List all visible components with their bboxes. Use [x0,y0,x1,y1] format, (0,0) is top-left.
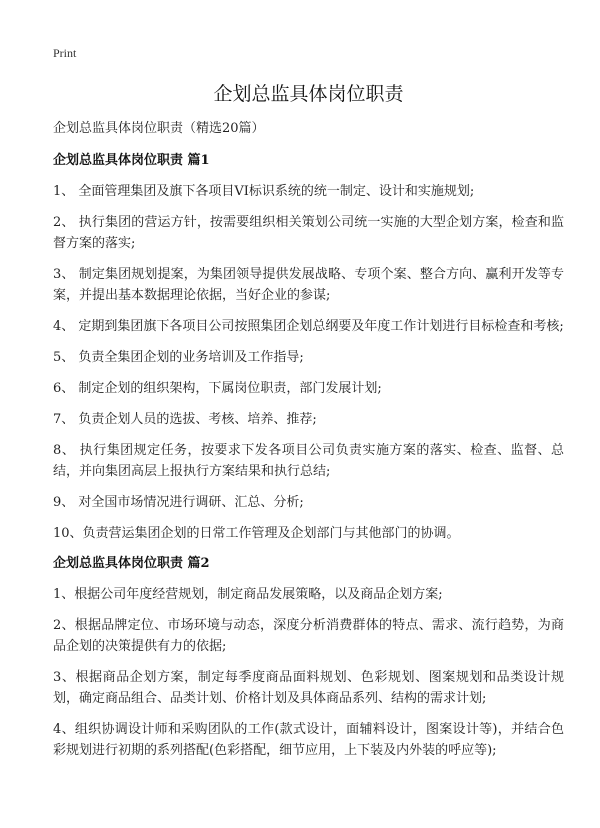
list-item: 4、组织协调设计师和采购团队的工作(款式设计，面辅料设计，图案设计等)，并结合色彩规划进行初期的系列搭配(色彩搭配，细节应用，上下装及内外装的呼应等); [53,722,564,758]
document-title: 企划总监具体岗位职责 [213,83,404,105]
list-item: 7、 负责企划人员的选拔、考核、培养、推荐; [53,412,317,427]
list-item: 8、 执行集团规定任务，按要求下发各项目公司负责实施方案的落实、检查、监督、总结，并向集团高层上报执行方案结果和执行总结; [53,443,564,479]
section-heading: 企划总监具体岗位职责 篇1 [53,153,210,168]
list-item: 3、根据商品企划方案，制定每季度商品面料规划、色彩规划、图案规划和品类设计规划，确定商品组合、品类计划、价格计划及具体商品系列、结构的需求计划; [53,670,564,706]
duty-list [53,584,564,761]
list-item: 3、 制定集团规划提案，为集团领导提供发展战略、专项个案、整合方向、赢利开发等专案，并提出基本数据理论依据，当好企业的参谋; [53,267,564,303]
list-item: 10、负责营运集团企划的日常工作管理及企划部门与其他部门的协调。 [53,526,460,541]
section-heading: 企划总监具体岗位职责 篇2 [53,556,210,571]
document-subtitle: 企划总监具体岗位职责（精选20篇） [53,121,265,136]
duty-list [53,181,564,544]
section-2 [53,554,564,761]
list-item: 4、 定期到集团旗下各项目公司按照集团企划总纲要及年度工作计划进行目标检查和考核; [53,319,564,334]
list-item: 5、 负责全集团企划的业务培训及工作指导; [53,350,304,365]
list-item: 6、 制定企划的组织架构，下属岗位职责，部门发展计划; [53,381,382,396]
print-label: Print [53,46,77,60]
list-item: 2、根据品牌定位、市场环境与动态，深度分析消费群体的特点、需求、流行趋势，为商品企划的决策提供有力的依据; [53,618,564,654]
section-1 [53,151,564,544]
list-item: 1、 全面管理集团及旗下各项目VI标识系统的统一制定、设计和实施规划; [53,184,475,199]
list-item: 1、根据公司年度经营规划，制定商品发展策略，以及商品企划方案; [53,587,443,602]
list-item: 2、 执行集团的营运方针，按需要组织相关策划公司统一实施的大型企划方案，检查和监督方案的落实; [53,215,564,251]
list-item: 9、 对全国市场情况进行调研、汇总、分析; [53,495,304,510]
